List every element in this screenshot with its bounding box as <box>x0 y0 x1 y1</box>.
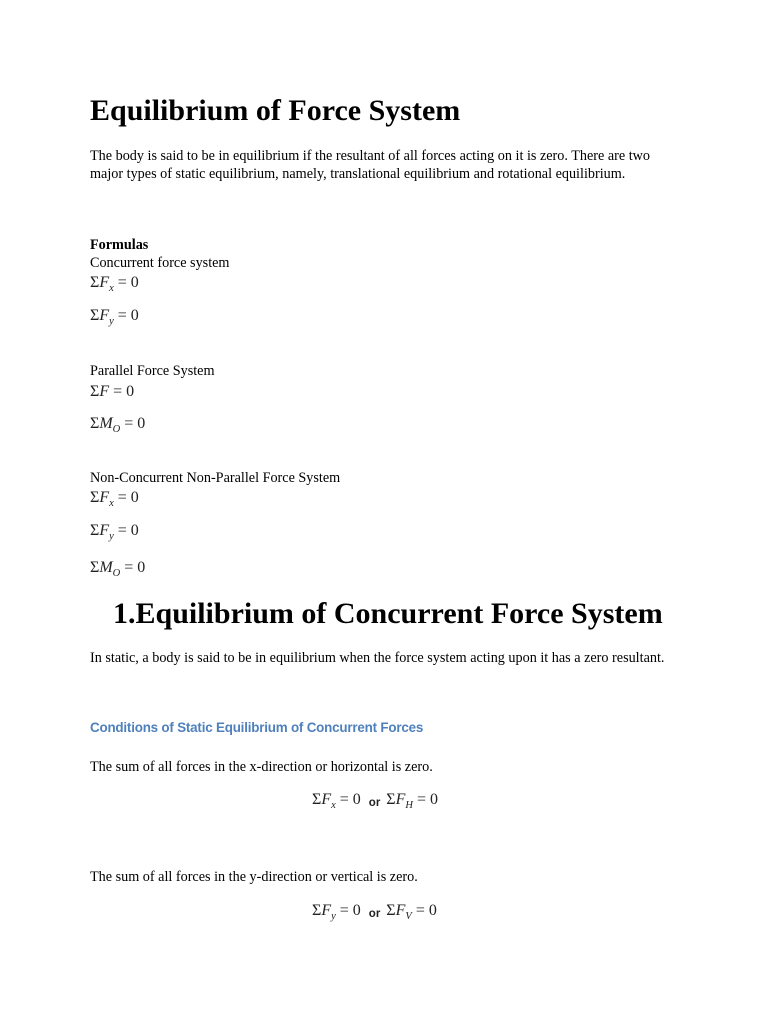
conditions-heading: Conditions of Static Equilibrium of Concurrent Forces <box>90 720 424 735</box>
formula-sum-fy: $\Sigma F_y = 0$ <box>90 307 139 327</box>
formula-nc-sum-fy: $\Sigma F_y = 0$ <box>90 522 139 542</box>
formula-x-condition: $\Sigma F_x = 0$ or $\Sigma F_H = 0$ <box>312 791 439 811</box>
y-condition-text: The sum of all forces in the y-direction or vertical is zero. <box>90 869 418 885</box>
formula-sum-mo: $\Sigma M_O = 0$ <box>90 415 146 435</box>
section-title-concurrent: 1.Equilibrium of Concurrent Force System <box>113 597 663 630</box>
or-word: or <box>368 797 381 809</box>
concurrent-intro-paragraph: In static, a body is said to be in equilibrium when the force system acting upon it has a zero resultant. <box>90 650 665 666</box>
formula-nc-sum-mo: $\Sigma M_O = 0$ <box>90 559 146 579</box>
parallel-label: Parallel Force System <box>90 363 215 379</box>
formulas-heading: Formulas <box>90 237 149 253</box>
nonconcurrent-label: Non-Concurrent Non-Parallel Force System <box>90 470 341 486</box>
intro-paragraph: The body is said to be in equilibrium if the resultant of all forces acting on it is zero. There are two major types of static equilibrium, namely, translational equilibrium and rotational equilibrium. <box>90 148 650 182</box>
formula-y-condition: $\Sigma F_y = 0$ or $\Sigma F_V = 0$ <box>312 902 437 922</box>
formula-sum-f: ΣF = 0 <box>90 383 135 400</box>
page-title: Equilibrium of Force System <box>90 94 461 127</box>
formula-nc-sum-fx: $\Sigma F_x = 0$ <box>90 489 139 509</box>
x-condition-text: The sum of all forces in the x-direction or horizontal is zero. <box>90 759 433 775</box>
or-word: or <box>368 908 381 920</box>
concurrent-label: Concurrent force system <box>90 255 230 271</box>
formula-sum-fx: $\Sigma F_x = 0$ <box>90 274 139 294</box>
